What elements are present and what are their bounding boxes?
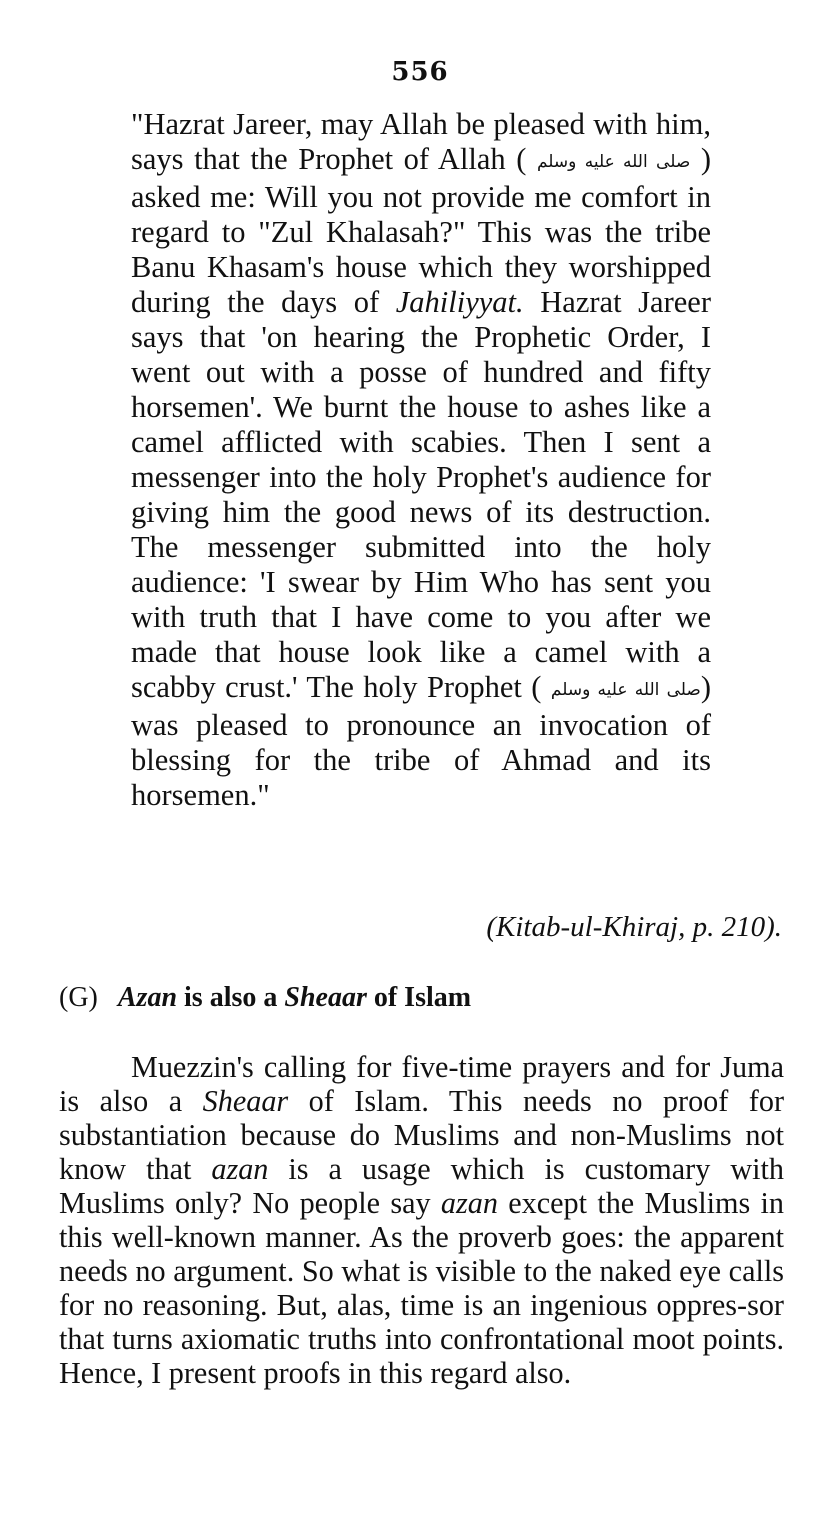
section-heading [59, 982, 471, 1014]
heading-azan: Azan [117, 982, 178, 1013]
term-jahiliyyat: Jahiliyyat. [395, 285, 524, 319]
body-paragraph [59, 1050, 784, 1390]
heading-text: is also a [177, 982, 285, 1013]
hadith-quote [131, 107, 719, 813]
page-number: 556 [391, 57, 449, 87]
heading-sheaar: Sheaar [284, 982, 367, 1013]
quote-text-4: ) was pleased to pronounce an invocation of blessing for the tribe of Ahmad and its horsemen." [131, 670, 719, 812]
term-azan: azan [211, 1152, 269, 1186]
para-text-4: except the Muslims in this well-known manner. As the proverb goes: the apparent needs no argument. So what is visible to the naked eye calls for no reasoning. But, alas, time is an ingenious oppres-sor that turns axiomatic truths into confrontational moot points. Hence, I present proofs in this regard also. [59, 1186, 784, 1390]
salutation-arabic: صلى الله عليه وسلم [536, 152, 691, 172]
salutation-arabic: صلى الله عليه وسلم [550, 680, 701, 700]
para-text-2: of Islam. This needs no proof for substantiation because do Muslims and non-Muslims not know that [59, 1084, 784, 1186]
term-sheaar: Sheaar [202, 1084, 289, 1118]
section-letter: (G) [59, 982, 98, 1013]
citation: (Kitab-ul-Khiraj, p. 210). [486, 911, 782, 943]
para-text-1: Muezzin's calling for five-time prayers and for Juma is also a [59, 1050, 784, 1118]
quote-text-3: Hazrat Jareer says that 'on hearing the Prophetic Order, I went out with a posse of hundred and fifty horsemen'. We burnt the house to ashes like a camel afflicted with scabies. Then I sent a messenger into the holy Prophet's audience for giving him the good news of its destruction. The messenger submitted into the holy audience: 'I swear by Him Who has sent you with truth that I have come to you after we made that house look like a camel with a scabby crust.' The holy Prophet ( [131, 285, 719, 704]
quote-text-1: "Hazrat Jareer, may Allah be pleased with him, says that the Prophet of Allah ( [131, 107, 719, 176]
heading-text-end: of Islam [366, 982, 472, 1013]
para-text-3: is a usage which is customary with Muslims only? No people say [59, 1152, 784, 1220]
term-azan: azan [440, 1186, 498, 1220]
quote-text-2: ) asked me: Will you not provide me comfort in regard to "Zul Khalasah?" This was the tribe Banu Khasam's house which they worshipped during the days of [131, 142, 719, 319]
